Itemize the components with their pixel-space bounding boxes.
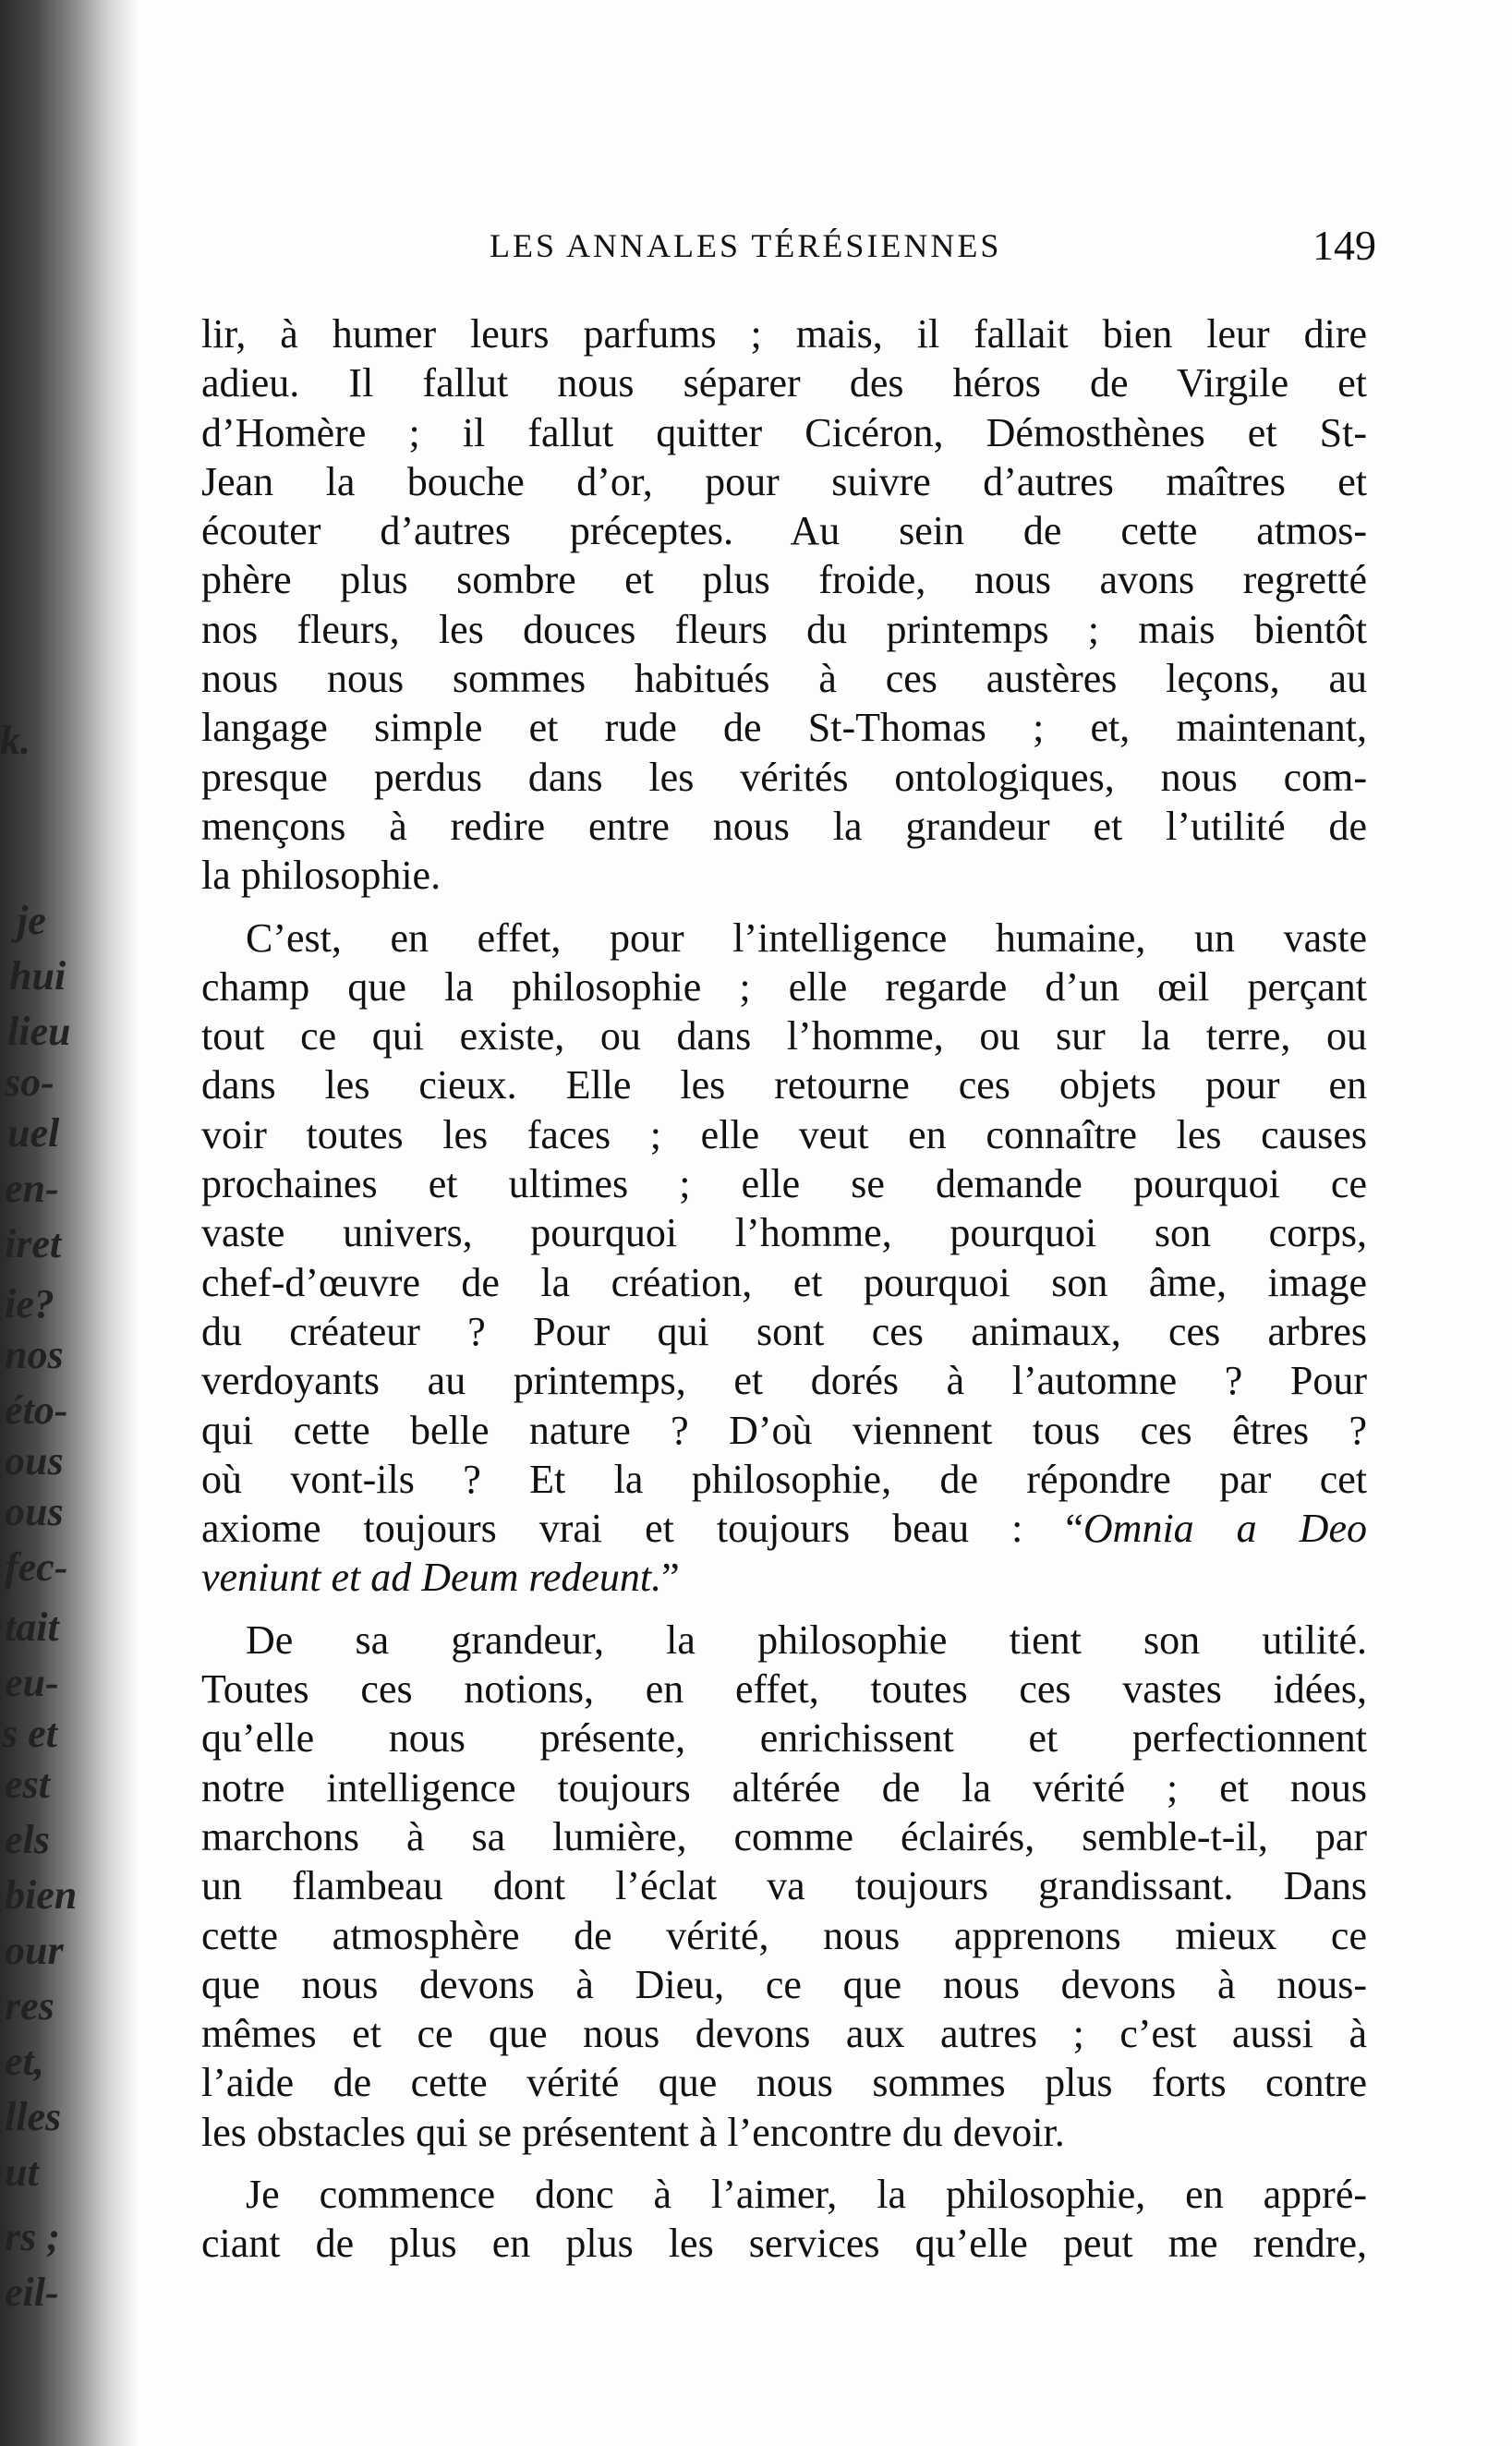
running-header — [490, 222, 1376, 282]
bleed-fragment: so- — [5, 1060, 54, 1105]
bleed-fragment: en- — [5, 1166, 59, 1211]
text-line: verdoyants au printemps, et dorés à l’automne ? Pour — [201, 1358, 1367, 1404]
bleed-fragment: k. — [0, 718, 30, 763]
bleed-fragment: tait — [5, 1604, 59, 1650]
quote-suffix: ” — [661, 1555, 680, 1601]
bleed-fragment: et, — [5, 2039, 44, 2084]
text-line: du créateur ? Pour qui sont ces animaux, ces arbres — [201, 1308, 1367, 1354]
text-line: Toutes ces notions, en effet, toutes ces vastes idées, — [201, 1666, 1367, 1713]
page-number: 149 — [1312, 222, 1376, 269]
text-line: tout ce qui existe, ou dans l’homme, ou sur la terre, ou — [201, 1013, 1367, 1060]
bleed-fragment: ie? — [5, 1281, 54, 1326]
bleed-fragment: nos — [5, 1332, 64, 1377]
text-line: chef-d’œuvre de la création, et pourquoi son âme, image — [201, 1259, 1367, 1305]
text-line: écouter d’autres préceptes. Au sein de cette atmos- — [201, 508, 1367, 554]
text-line: vaste univers, pourquoi l’homme, pourquoi son corps, — [201, 1210, 1367, 1256]
bleed-fragment: hui — [9, 953, 67, 999]
bleed-fragment: els — [5, 1817, 50, 1862]
text-line: ciant de plus en plus les services qu’elle peut me rendre, — [201, 2221, 1367, 2267]
text-line: qu’elle nous présente, enrichissent et perfectionnent — [201, 1715, 1367, 1762]
text-line-quote — [201, 1504, 1367, 1553]
bleed-fragment: ous — [5, 1438, 64, 1483]
text-line: Je commence donc à l’aimer, la philosophie, en appré- — [246, 2171, 1367, 2217]
text-line: où vont-ils ? Et la philosophie, de répondre par cet — [201, 1456, 1367, 1502]
bleed-fragment: our — [5, 1928, 64, 1973]
paragraph-1 — [201, 309, 1367, 901]
paragraph-2 — [201, 914, 1367, 1603]
text-line: mêmes et ce que nous devons aux autres ; c’est aussi à — [201, 2011, 1367, 2057]
text-line: adieu. Il fallut nous séparer des héros de Virgile et — [201, 360, 1367, 406]
text-line: presque perdus dans les vérités ontologiques, nous com- — [201, 754, 1367, 800]
text-line: l’aide de cette vérité que nous sommes plus forts contre — [201, 2060, 1367, 2106]
text-line: nos fleurs, les douces fleurs du printemps ; mais bientôt — [201, 606, 1367, 652]
quote-prefix: axiome toujours vrai et toujours beau : “ — [201, 1506, 1083, 1552]
text-line: nous nous sommes habitués à ces austères leçons, au — [201, 656, 1367, 702]
text-line: d’Homère ; il fallut quitter Cicéron, Démosthènes et St- — [201, 409, 1367, 455]
text-line: lir, à humer leurs parfums ; mais, il fallait bien leur dire — [201, 311, 1367, 357]
text-line: prochaines et ultimes ; elle se demande pourquoi ce — [201, 1161, 1367, 1207]
bleed-fragment: uel — [7, 1110, 60, 1156]
bleed-fragment: ous — [5, 1489, 64, 1534]
bleed-fragment: res — [5, 1983, 54, 2028]
bleed-fragment: lles — [5, 2094, 62, 2139]
paragraph-4 — [201, 2170, 1367, 2269]
bleed-fragment: iret — [5, 1221, 62, 1266]
text-line: notre intelligence toujours altérée de la vérité ; et nous — [201, 1764, 1367, 1810]
bleed-fragment: je — [17, 898, 46, 943]
bleed-fragment: rs ; — [5, 2214, 60, 2259]
text-line: cette atmosphère de vérité, nous apprenons mieux ce — [201, 1912, 1367, 1958]
bleed-fragment: s et — [2, 1711, 57, 1756]
text-line: De sa grandeur, la philosophie tient son utilité. — [246, 1617, 1367, 1663]
quote-latin-start: Omnia a Deo — [1083, 1506, 1367, 1552]
text-line: phère plus sombre et plus froide, nous avons regretté — [201, 557, 1367, 603]
bleed-fragment: lieu — [7, 1009, 71, 1054]
text-line: dans les cieux. Elle les retourne ces objets pour en — [201, 1062, 1367, 1108]
text-line: champ que la philosophie ; elle regarde d’un œil perçant — [201, 963, 1367, 1010]
bleed-fragment: fec- — [5, 1544, 68, 1590]
bleed-fragment: ut — [5, 2149, 39, 2195]
text-line: un flambeau dont l’éclat va toujours grandissant. Dans — [201, 1863, 1367, 1909]
bleed-fragment: est — [5, 1762, 50, 1807]
text-line: qui cette belle nature ? D’où viennent tous ces êtres ? — [201, 1407, 1367, 1453]
text-line: langage simple et rude de St-Thomas ; et, maintenant, — [201, 705, 1367, 751]
bleed-fragment: eil- — [5, 2270, 59, 2315]
text-line: la philosophie. — [201, 853, 442, 899]
bleed-fragment: eu- — [5, 1660, 59, 1705]
body-text — [201, 309, 1367, 2269]
bleed-fragment: éto- — [5, 1387, 68, 1433]
text-line: mençons à redire entre nous la grandeur et l’utilité de — [201, 803, 1367, 849]
text-line: Jean la bouche d’or, pour suivre d’autres maîtres et — [201, 458, 1367, 504]
text-line: les obstacles qui se présentent à l’encontre du devoir. — [201, 2109, 1065, 2155]
text-line: voir toutes les faces ; elle veut en connaître les causes — [201, 1111, 1367, 1157]
paragraph-3 — [201, 1616, 1367, 2157]
text-line: que nous devons à Dieu, ce que nous devons à nous- — [201, 1961, 1367, 2007]
quote-latin-end: veniunt et ad Deum redeunt. — [201, 1555, 662, 1601]
text-line: C’est, en effet, pour l’intelligence humaine, un vaste — [246, 914, 1367, 961]
bleed-fragment: bien — [5, 1872, 78, 1918]
text-line: marchons à sa lumière, comme éclairés, semble-t-il, par — [201, 1813, 1367, 1859]
running-title: LES ANNALES TÉRÉSIENNES — [490, 227, 1002, 264]
text-line-quote-end — [201, 1553, 1367, 1602]
